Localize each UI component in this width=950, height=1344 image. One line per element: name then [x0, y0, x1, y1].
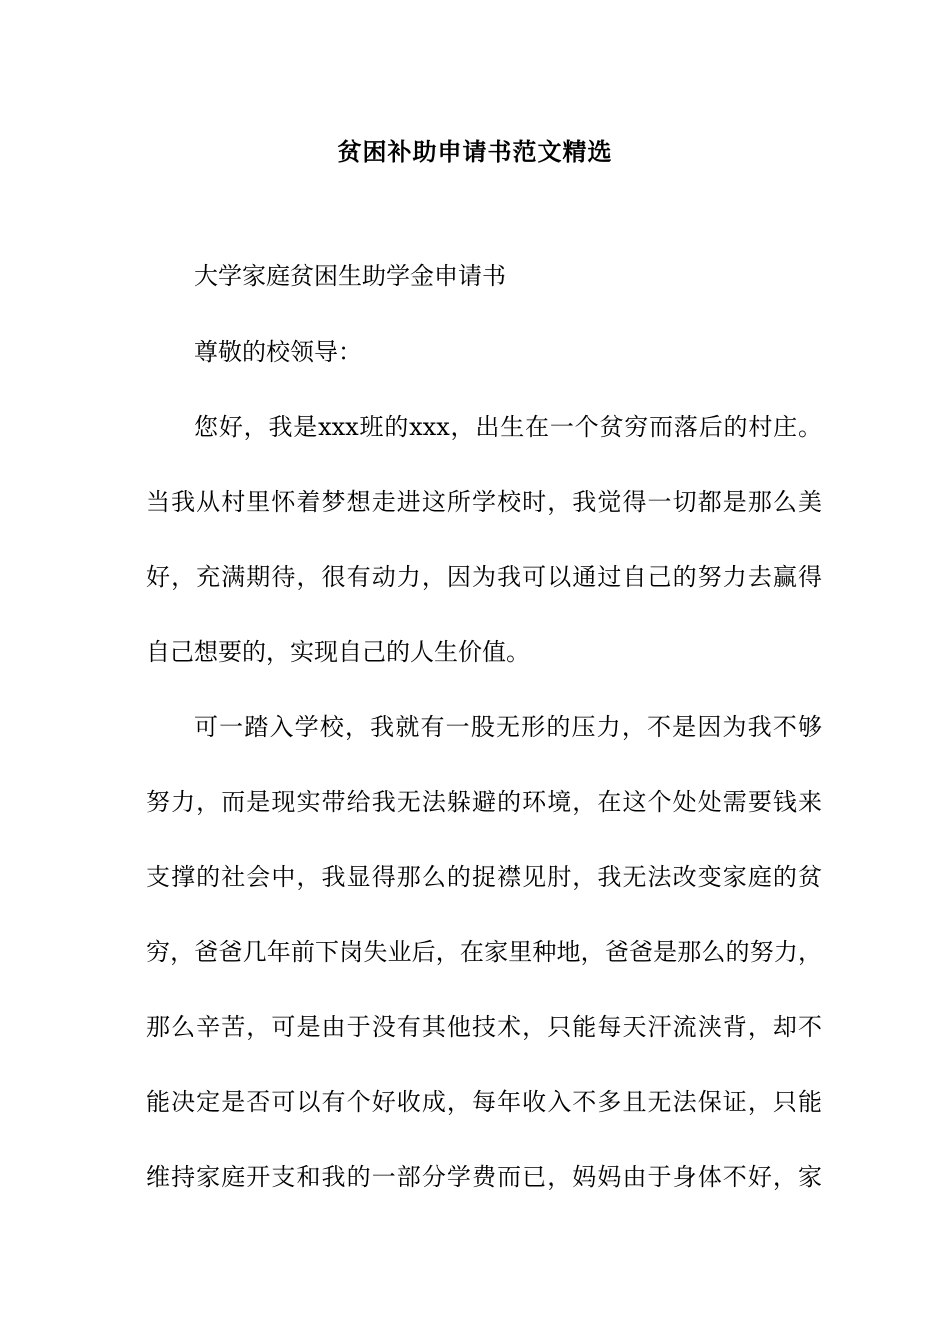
paragraph-line: 那么辛苦，可是由于没有其他技术，只能每天汗流浃背，却不	[146, 1013, 822, 1041]
document-title: 贫困补助申请书范文精选	[337, 137, 613, 166]
paragraph-line: 大学家庭贫困生助学金申请书	[194, 262, 506, 290]
paragraph-line: 您好，我是xxx班的xxx，出生在一个贫穷而落后的村庄。	[194, 413, 822, 441]
paragraph-line: 好，充满期待，很有动力，因为我可以通过自己的努力去赢得	[146, 563, 822, 591]
paragraph-line: 当我从村里怀着梦想走进这所学校时，我觉得一切都是那么美	[146, 488, 822, 516]
paragraph-line: 维持家庭开支和我的一部分学费而已，妈妈由于身体不好，家	[146, 1163, 822, 1191]
paragraph-line: 尊敬的校领导：	[194, 338, 362, 366]
paragraph-line: 努力，而是现实带给我无法躲避的环境，在这个处处需要钱来	[146, 788, 822, 816]
paragraph-line: 自己想要的，实现自己的人生价值。	[146, 638, 530, 666]
paragraph-line: 穷，爸爸几年前下岗失业后，在家里种地，爸爸是那么的努力，	[146, 938, 822, 966]
paragraph-line: 能决定是否可以有个好收成，每年收入不多且无法保证，只能	[146, 1088, 822, 1116]
paragraph-line: 可一踏入学校，我就有一股无形的压力，不是因为我不够	[194, 713, 822, 741]
paragraph-line: 支撑的社会中，我显得那么的捉襟见肘，我无法改变家庭的贫	[146, 863, 822, 891]
